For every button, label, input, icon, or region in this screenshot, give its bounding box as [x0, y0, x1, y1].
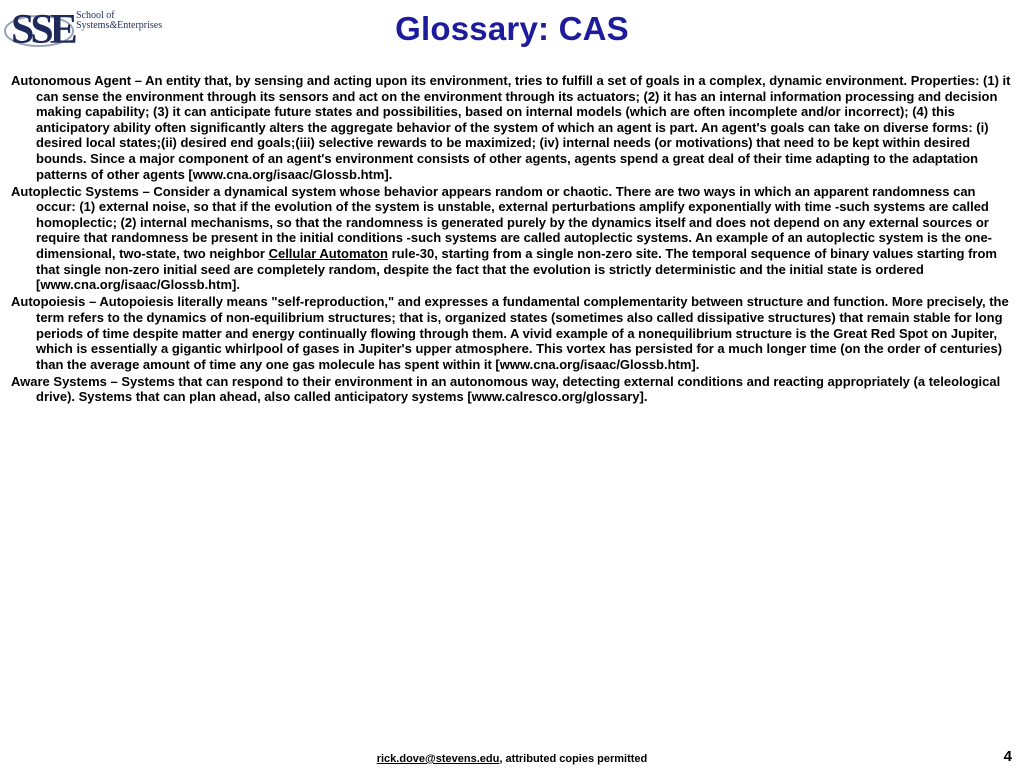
logo-systems: Systems — [76, 20, 110, 31]
logo-enterprises: Enterprises — [117, 20, 163, 31]
footer-note: , attributed copies permitted — [499, 753, 648, 765]
glossary-definition-part-1: Consider a dynamical system whose behavior appears random or chaotic. There are two ways in which an apparent randomness can occur: (1) external noise, so that if the evolution of the system is unstable, external perturbations amplify exponentially with time -such systems are called homoplectic; (2) internal mechanisms, so that the randomness is generated purely by the dynamics itself and does not depend on any external sources or require that randomness be present in the initial conditions -such systems are called autoplectic systems. An example of an autoplectic system is the one-dimensional, two-state, two neighbor — [36, 183, 993, 262]
footer-email-link[interactable]: rick.dove@stevens.edu — [376, 753, 500, 765]
term-separator: – — [138, 183, 154, 199]
glossary-list — [11, 73, 1016, 406]
glossary-definition-part-2: rule-30, starting from a single non-zero site. The temporal sequence of binary values starting from that single non-zero initial seed are completely random, despite the fact that the evolution is strictly deterministic and the initial state is ordered [www.cna.org/isaac/Glossb.htm]. — [36, 246, 997, 293]
glossary-entry-autonomous-agent — [11, 73, 1016, 182]
logo-mark-text: SSE — [11, 7, 74, 51]
glossary-definition: Systems that can respond to their environment in an autonomous way, detecting external conditions and reacting appropriately (a teleological drive). Systems that can plan ahead, also called anticipatory systems [www.calresco.org/glossary]. — [36, 373, 1001, 405]
glossary-entry-autoplectic-systems — [11, 184, 1016, 293]
glossary-term: Autoplectic Systems — [11, 183, 139, 199]
glossary-definition: An entity that, by sensing and acting upon its environment, tries to fulfill a set of goals in a complex, dynamic environment. Properties: (1) it can sense the environment through its sensors and act on the environment through its actuators; (2) it has an internal information processing and decision making capability; (3) it can anticipate future states and possibilities, based on internal models (which are often incomplete and/or incorrect); (4) this anticipatory ability often significantly alters the aggregate behavior of the system of which an agent is part. An agent's goals can take on diverse forms: (i) desired local states;(ii) desired end goals;(iii) selective rewards to be maximized; (iv) internal needs (or motivations) that need to be kept within desired bounds. Since a major component of an agent's environment consists of other agents, agents spend a great deal of their time adapting to the adaptation patterns of other agents [www.cna.org/isaac/Glossb.htm]. — [36, 73, 1011, 182]
footer — [0, 753, 1024, 765]
glossary-term: Autopoiesis — [11, 294, 86, 310]
cellular-automaton-link[interactable]: Cellular Automaton — [268, 246, 388, 262]
term-separator: – — [131, 73, 146, 88]
glossary-term: Autonomous Agent — [11, 73, 132, 88]
page-title: Glossary: CAS — [395, 10, 629, 47]
term-separator: – — [106, 373, 122, 389]
term-separator: – — [85, 294, 100, 310]
page-number: 4 — [1003, 748, 1012, 765]
glossary-entry-autopoiesis — [11, 294, 1016, 372]
glossary-term: Aware Systems — [11, 373, 107, 389]
glossary-entry-aware-systems — [11, 374, 1016, 405]
glossary-definition: Autopoiesis literally means "self-reproduction," and expresses a fundamental complementarity between structure and function. More precisely, the term refers to the dynamics of non-equilibrium structures; that is, organized states (sometimes also called dissipative structures) that remain stable for long periods of time despite matter and energy continually flowing through them. A vivid example of a nonequilibrium structure is the Great Red Spot on Jupiter, which is essentially a gigantic whirlpool of gases in Jupiter's upper atmosphere. This vortex has persisted for a much longer time (on the order of centuries) than the average amount of time any one gas molecule has spent within it [www.cna.org/isaac/Glossb.htm]. — [36, 294, 1009, 372]
logo-ampersand: & — [109, 20, 118, 31]
logo-line-1: School of — [76, 10, 115, 21]
